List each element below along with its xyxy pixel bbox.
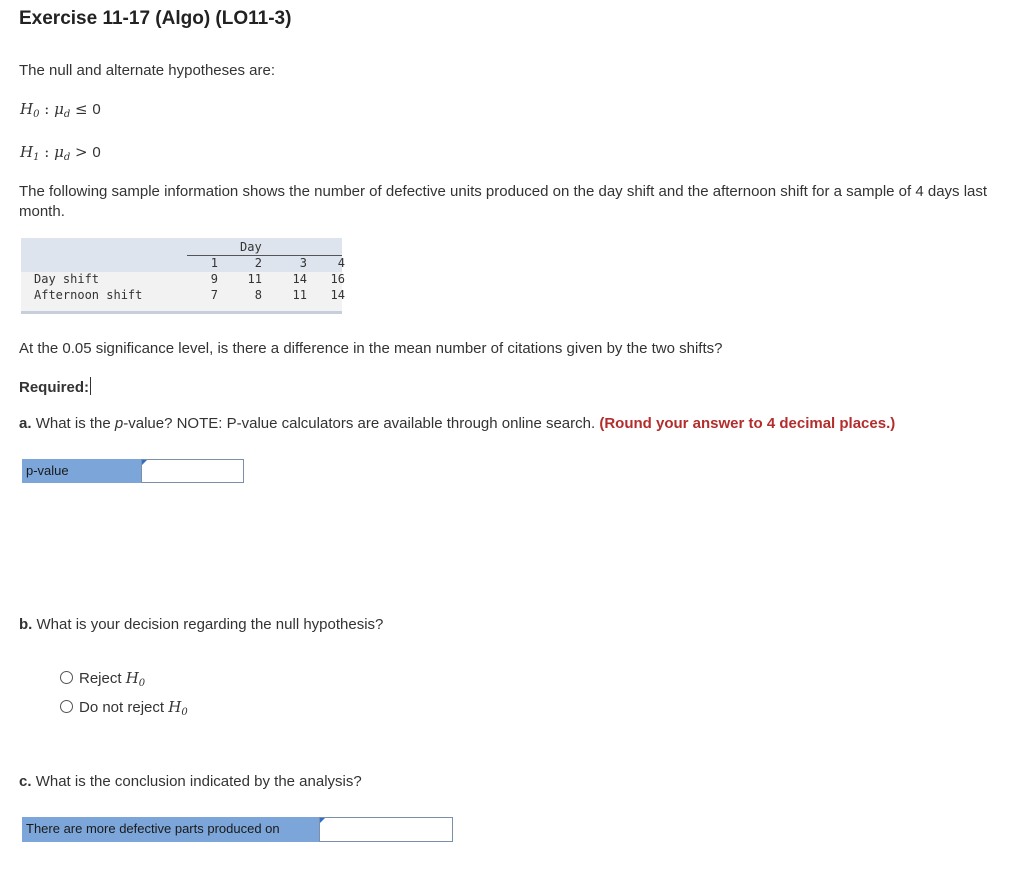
null-hypothesis xyxy=(20,100,101,120)
h1-colon: : xyxy=(44,143,50,161)
p-value-label: p-value xyxy=(22,459,141,483)
table-cell: 7 xyxy=(210,288,218,302)
part-b-text: What is your decision regarding the null hypothesis? xyxy=(36,616,384,633)
option-h-sub: 0 xyxy=(138,678,146,689)
column-header: 2 xyxy=(254,256,262,270)
part-a-text-before: What is the xyxy=(35,415,115,432)
option-text: Do not reject xyxy=(79,699,169,716)
defects-table xyxy=(21,238,345,314)
table-group-header: Day xyxy=(240,240,262,254)
part-b-prompt xyxy=(19,616,383,633)
sample-info-text: The following sample information shows the number of defective units produced on the day shift and the afternoon shift for a sample of 4 days last month. xyxy=(19,183,988,220)
h0-value: 0 xyxy=(92,101,101,118)
required-label xyxy=(19,377,91,396)
row-label-day-shift: Day shift xyxy=(34,272,100,286)
reject-h0-label[interactable] xyxy=(79,669,145,689)
h1-relation: > xyxy=(75,143,88,161)
part-a-round-note: (Round your answer to 4 decimal places.) xyxy=(599,415,896,432)
do-not-reject-h0-radio[interactable] xyxy=(60,700,73,713)
intro-text: The null and alternate hypotheses are: xyxy=(19,62,276,79)
table-cell: 16 xyxy=(330,272,345,286)
conclusion-input[interactable] xyxy=(319,817,453,842)
p-value-input[interactable] xyxy=(141,459,244,483)
do-not-reject-h0-label[interactable] xyxy=(79,698,188,718)
table-cell: 9 xyxy=(210,272,218,286)
alternate-hypothesis xyxy=(20,143,101,163)
h0-symbol: H xyxy=(20,100,34,118)
part-a-prompt xyxy=(19,415,895,432)
column-header: 4 xyxy=(337,256,345,270)
option-h: H xyxy=(125,669,139,687)
h1-sub: 1 xyxy=(33,152,40,163)
column-header: 1 xyxy=(210,256,218,270)
h0-relation: ≤ xyxy=(75,100,88,118)
input-marker-icon xyxy=(142,460,147,465)
row-label-afternoon-shift: Afternoon shift xyxy=(34,288,143,302)
page-title: Exercise 11-17 (Algo) (LO11-3) xyxy=(19,8,292,29)
part-a-letter: a. xyxy=(19,415,32,432)
text-cursor xyxy=(90,377,91,395)
table-cell: 8 xyxy=(254,288,262,302)
option-h: H xyxy=(168,698,182,716)
option-h-sub: 0 xyxy=(181,707,188,718)
table-cell: 11 xyxy=(247,272,262,286)
column-header: 3 xyxy=(299,256,307,270)
h1-mu-sub: d xyxy=(63,152,71,163)
part-b-letter: b. xyxy=(19,616,33,633)
h0-colon: : xyxy=(44,100,50,118)
table-bottom-rule xyxy=(21,311,342,314)
part-a-italic: p xyxy=(114,415,124,432)
h1-value: 0 xyxy=(92,144,101,161)
part-c-prompt xyxy=(19,773,362,790)
part-c-text: What is the conclusion indicated by the analysis? xyxy=(35,773,362,790)
h1-symbol: H xyxy=(20,143,34,161)
option-text: Reject xyxy=(79,670,126,687)
h0-mu-sub: d xyxy=(63,109,71,120)
part-c-letter: c. xyxy=(19,773,32,790)
required-text: Required: xyxy=(19,379,90,396)
h0-mu: μ xyxy=(54,100,64,118)
h1-mu: μ xyxy=(54,143,64,161)
reject-h0-radio[interactable] xyxy=(60,671,73,684)
input-marker-icon xyxy=(320,818,325,823)
part-a-text-after: -value? NOTE: P-value calculators are available through online search. xyxy=(123,415,600,432)
h0-sub: 0 xyxy=(33,109,40,120)
table-cell: 14 xyxy=(330,288,345,302)
table-cell: 11 xyxy=(292,288,307,302)
conclusion-label: There are more defective parts produced on xyxy=(22,817,319,842)
question-text: At the 0.05 significance level, is there a difference in the mean number of citations given by the two shifts? xyxy=(19,340,723,357)
table-cell: 14 xyxy=(292,272,307,286)
